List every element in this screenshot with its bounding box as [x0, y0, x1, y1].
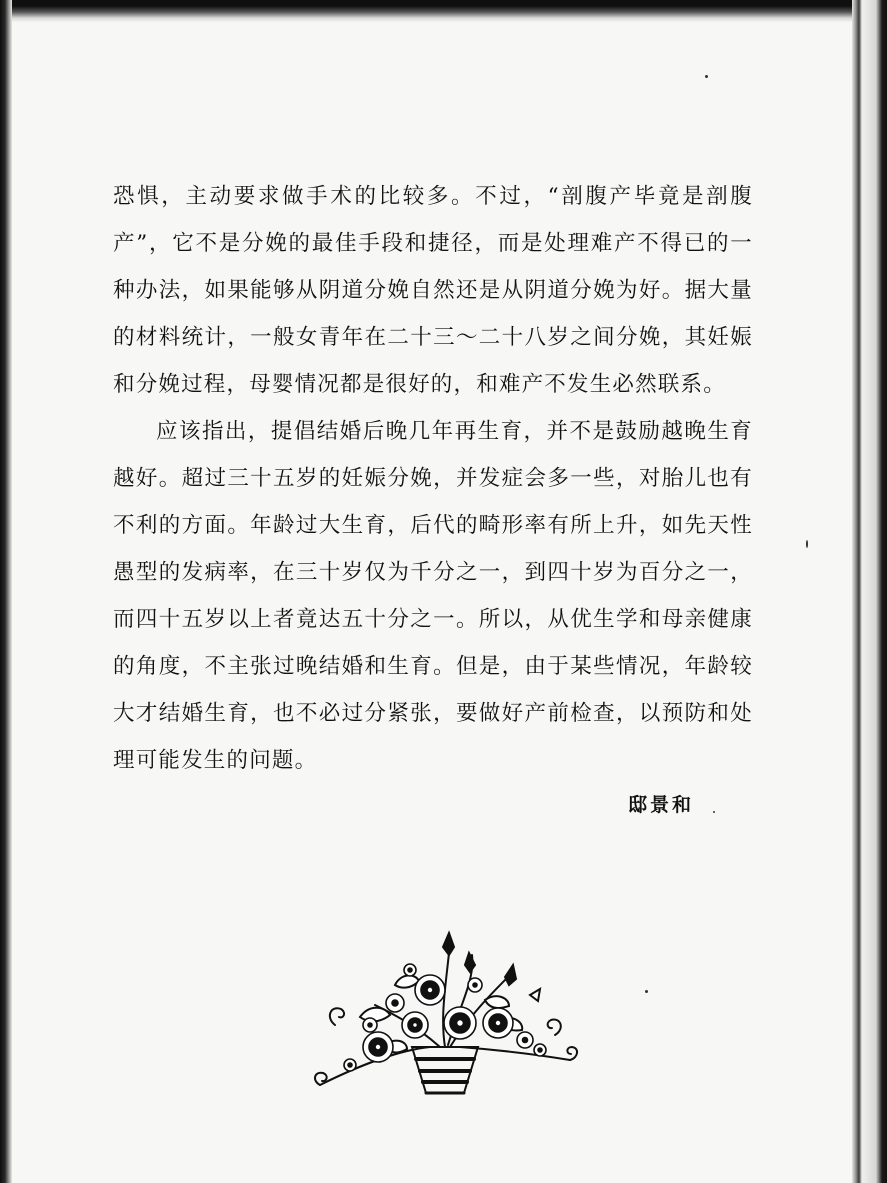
author-signature: 邸景和 — [628, 794, 695, 816]
left-border — [0, 0, 12, 1183]
paragraph-1: 恐惧，主动要求做手术的比较多。不过，“剖腹产毕竟是剖腹产”，它不是分娩的最佳手段和捷径，而是处理难产不得已的一种办法，如果能够从阴道分娩自然还是从阴道分娩为好。据大量的材料统计，一般女青年在二十三～二十八岁之间分娩，其妊娠和分娩过程，母婴情况都是很好的，和难产不发生必然联系。 — [113, 184, 753, 397]
top-border — [0, 0, 887, 22]
body-text — [113, 173, 753, 784]
paper-speck — [713, 811, 715, 813]
flower-basket-icon — [300, 925, 585, 1105]
paper-speck — [705, 75, 708, 78]
paper-speck — [806, 540, 808, 548]
right-border — [852, 0, 887, 1183]
paragraph-2: 应该指出，提倡结婚后晚几年再生育，并不是鼓励越晚生育越好。超过三十五岁的妊娠分娩，并发症会多一些，对胎儿也有不利的方面。年龄过大生育，后代的畸形率有所上升，如先天性愚型的发病率，在三十岁仅为千分之一，到四十岁为百分之一，而四十五岁以上者竟达五十分之一。所以，从优生学和母亲健康的角度，不主张过晚结婚和生育。但是，由于某些情况，年龄较大才结婚生育，也不必过分紧张，要做好产前检查，以预防和处理可能发生的问题。 — [113, 419, 753, 773]
paper-speck — [645, 990, 648, 993]
